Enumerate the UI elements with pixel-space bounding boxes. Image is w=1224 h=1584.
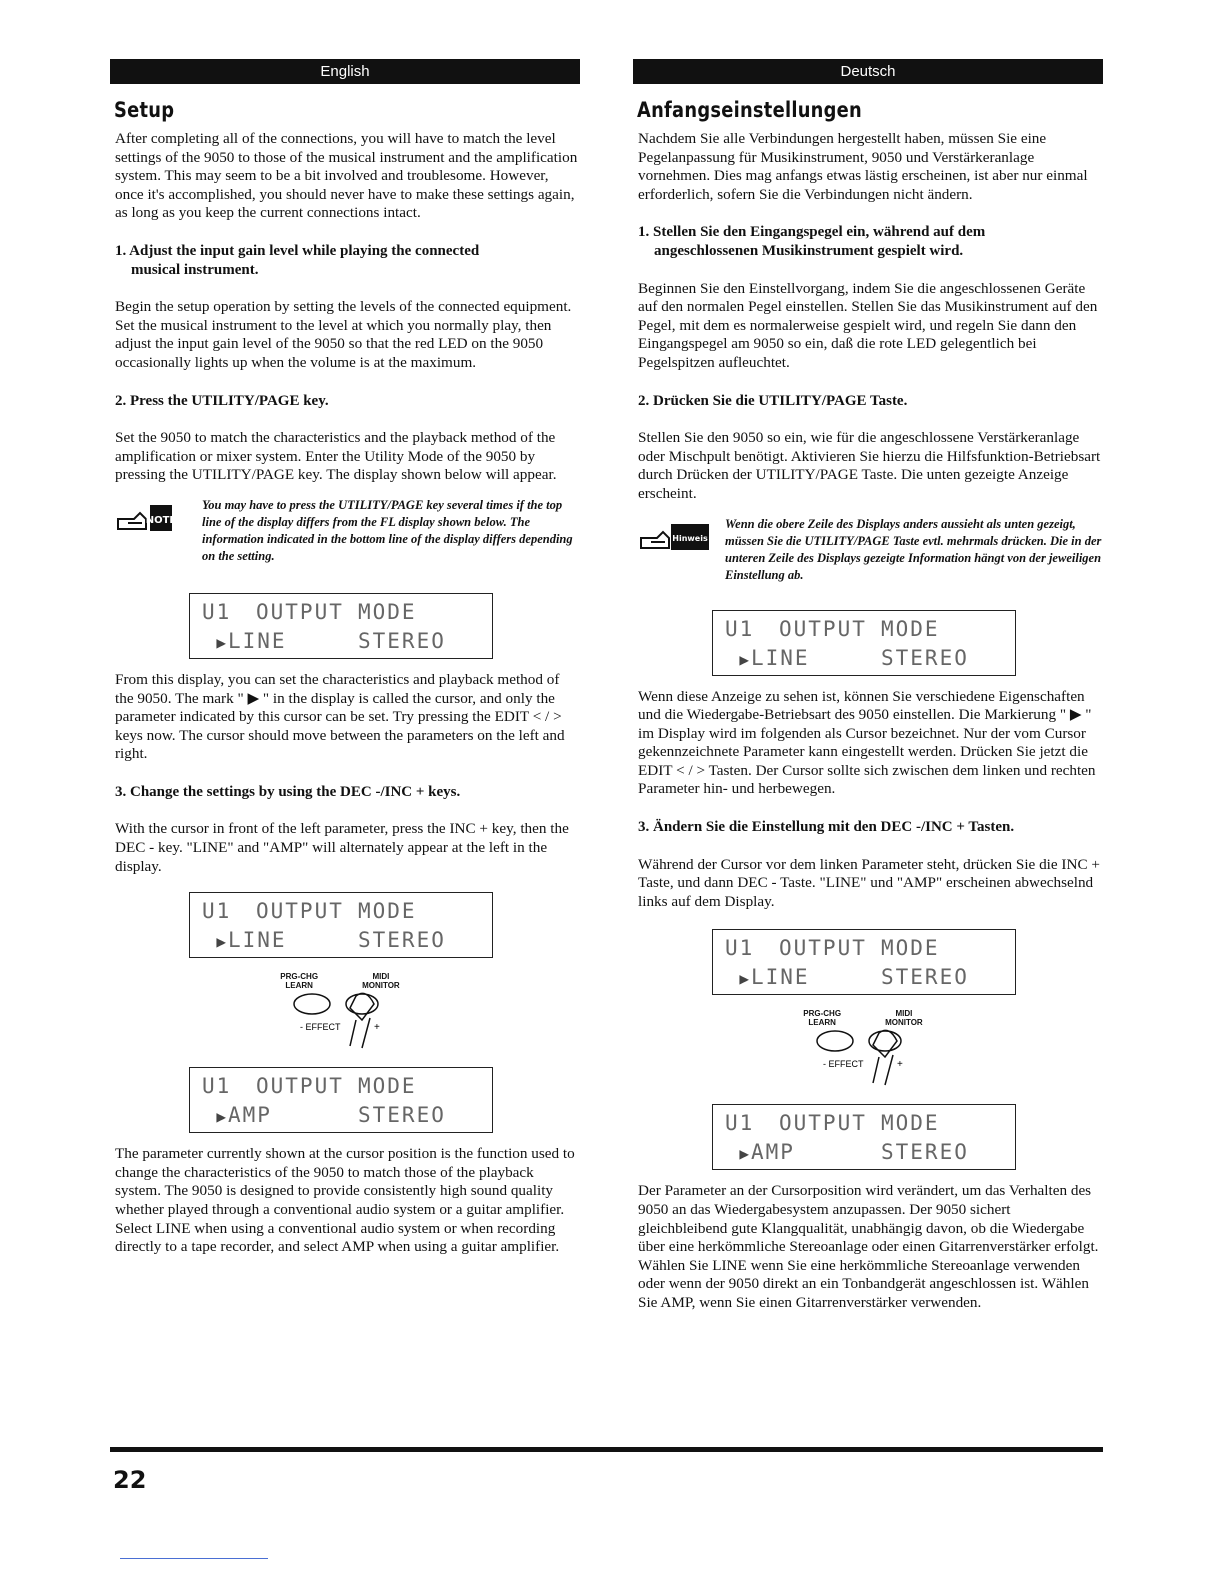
parameter-paragraph-de: Der Parameter an der Cursorposition wird verändert, um das Verhalten des 9050 an das Wiedergabesystem anzupassen. Der 9050 sichert gleichbleibend gute Klangqualität, unabhängig davon, ob die Wiedergabe über eine herkömmliche Stereoanlage oder einen Gitarrenverstärker erfolgt. [638, 1182, 1099, 1256]
lcd-display-amp-de: U1 OUTPUT MODE ▶AMP STEREO [712, 1104, 1016, 1170]
step-3-heading-de: 3. Ändern Sie die Einstellung mit den DEC -/INC + Tasten. [638, 819, 1015, 836]
note-box-de [639, 516, 1103, 584]
footer-rule [110, 1447, 1103, 1452]
button-illustration-de: PRG-CHG LEARN MIDI MONITOR - EFFECT + [712, 1009, 1014, 1094]
note-box [116, 497, 580, 565]
lcd-display-amp: U1 OUTPUT MODE ▶AMP STEREO [189, 1067, 493, 1133]
note-text: You may have to press the UTILITY/PAGE key several times if the top line of the display differs from the FL display shown below. The information indicated in the bottom line of the display differs depending on the setting. [202, 497, 573, 563]
step-1-heading: 1. Adjust the input gain level while playing the connected musical instrument. [115, 242, 480, 278]
button-illustration: PRG-CHG LEARN MIDI MONITOR - EFFECT + [189, 972, 491, 1057]
language-bar-de: Deutsch [633, 59, 1103, 84]
finger-press-icon [270, 990, 410, 1052]
lcd-display-line-2: U1 OUTPUT MODE ▶LINE STEREO [189, 892, 493, 958]
section-title: Setup [114, 98, 175, 122]
step-2-text-de: Stellen Sie den 9050 so ein, wie für die angeschlossene Verstärkeranlage oder Mischpult benötigt. Aktivieren Sie hierzu die Hilfsfunktion-Betriebsart durch Drücken der UTILITY/PAGE Taste. Die unten gezeigte Anzeige erscheint. [638, 429, 1101, 502]
lcd-display-line: U1 OUTPUT MODE ▶LINE STEREO [189, 593, 493, 659]
note-hand-icon [116, 503, 190, 533]
scan-line [120, 1558, 268, 1559]
step-3-heading: 3. Change the settings by using the DEC -/INC + keys. [115, 783, 461, 800]
note-tag: NOTE [145, 514, 177, 526]
select-paragraph: Select LINE when using a conventional audio system or when recording directly to a tape recorder, and select AMP when using a guitar amplifier. [115, 1219, 560, 1256]
step-2-text: Set the 9050 to match the characteristics and the playback method of the amplification or mixer system. Enter the Utility Mode of the 9050 by pressing the UTILITY/PAGE key. The display shown below will appear. [115, 429, 557, 484]
deutsch-column [633, 59, 1103, 1313]
svg-text:- EFFECT: - EFFECT [300, 1022, 341, 1033]
step-1-text-de: Beginnen Sie den Einstellvorgang, indem Sie die angeschlossenen Geräte auf den normalen Pegel einstellen. Stellen Sie das Musikinstrument auf den Pegel, mit dem es normalerweise gespielt wird, und regeln Sie dann den Eingangspegel am 9050 so ein, daß die rote LED gelegentlich bei Pegelspitzen aufleuchtet. [638, 279, 1098, 371]
step-3-text: With the cursor in front of the left parameter, press the INC + key, then the DEC - key. "LINE" and "AMP" will alternately appear at the left in the display. [115, 820, 569, 875]
step-2-heading: 2. Press the UTILITY/PAGE key. [115, 392, 329, 409]
intro-paragraph: After completing all of the connections, you will have to match the level settings of the 9050 to those of the musical instrument and the amplification system. This may seem to be a bit involved and troublesome. However, once it's accomplished, you should never have to make these settings again, as long as you keep the current connections intact. [115, 130, 578, 222]
cursor-paragraph-de: Wenn diese Anzeige zu sehen ist, können Sie verschiedene Eigenschaften und die Wiedergabe-Betriebsart des 9050 einstellen. Die Markierung " ▶ " im Display wird im folgenden als Cursor bezeichnet. Nur der vom Cursor gekennzeichnete Parameter kann eingestellt werden. Drücken Sie jetzt die EDIT < / > Tasten. Der Cursor sollte sich zwischen dem linken und rechten Parameter hin- und herbewegen. [638, 687, 1096, 798]
parameter-paragraph: The parameter currently shown at the cursor position is the function used to change the characteristics of the 9050 to match those of the playback system. The 9050 is designed to provide consistently high sound quality whether played through a conventional audio system or a guitar amplifier. [115, 1145, 575, 1219]
note-text-de: Wenn die obere Zeile des Displays anders aussieht als unten gezeigt, müssen Sie die UTILITY/PAGE Taste evtl. mehrmals drücken. Die in der unteren Zeile des Displays gezeigte Information hängt von der jeweiligen Einstellung ab. [725, 516, 1102, 582]
page-number: 22 [113, 1466, 147, 1494]
cursor-paragraph: From this display, you can set the characteristics and playback method of the 9050. The mark " ▶ " in the display is called the cursor, and only the parameter indicated by this cursor can be set. Try pressing the EDIT < / > keys now. The cursor should move between the parameters on the left and right. [115, 670, 565, 763]
language-bar: English [110, 59, 580, 84]
lcd-display-line-2-de: U1 OUTPUT MODE ▶LINE STEREO [712, 929, 1016, 995]
step-3-text-de: Während der Cursor vor dem linken Parameter steht, drücken Sie die INC + Taste, und dann DEC - Taste. "LINE" und "AMP" erscheinen abwechselnd links auf dem Display. [638, 855, 1100, 910]
english-column [110, 59, 580, 1257]
svg-text:+: + [374, 1022, 380, 1034]
note-tag-de: Hinweis [672, 533, 708, 543]
finger-press-icon-de [793, 1027, 933, 1089]
lcd-display-line-de: U1 OUTPUT MODE ▶LINE STEREO [712, 610, 1016, 676]
intro-paragraph-de: Nachdem Sie alle Verbindungen hergestellt haben, müssen Sie eine Pegelanpassung für Musikinstrument, 9050 und Verstärkeranlage vornehmen. Dies mag anfangs etwas lästig erscheinen, ist aber nur einmal erforderlich, sofern Sie die Verbindungen nicht ändern. [638, 130, 1088, 203]
step-1-heading-de: 1. Stellen Sie den Eingangspegel ein, während auf dem angeschlossenen Musikinstrument gespielt wird. [638, 224, 986, 259]
hinweis-hand-icon [639, 522, 713, 552]
section-title-de: Anfangseinstellungen [637, 98, 862, 122]
svg-text:+: + [897, 1059, 903, 1071]
svg-text:- EFFECT: - EFFECT [823, 1059, 864, 1070]
step-2-heading-de: 2. Drücken Sie die UTILITY/PAGE Taste. [638, 392, 908, 409]
step-1-text: Begin the setup operation by setting the levels of the connected equipment. Set the musical instrument to the level at which you normally play, then adjust the input gain level of the 9050 so that the red LED on the 9050 occasionally lights up when the volume is at the maximum. [115, 298, 572, 371]
select-paragraph-de: Wählen Sie LINE wenn Sie eine herkömmliche Stereoanlage verwenden oder wenn der 9050 direkt an ein Tonbandgerät angeschlossen ist. Wählen Sie AMP, wenn Sie einen Gitarrenverstärker verwenden. [638, 1256, 1089, 1311]
